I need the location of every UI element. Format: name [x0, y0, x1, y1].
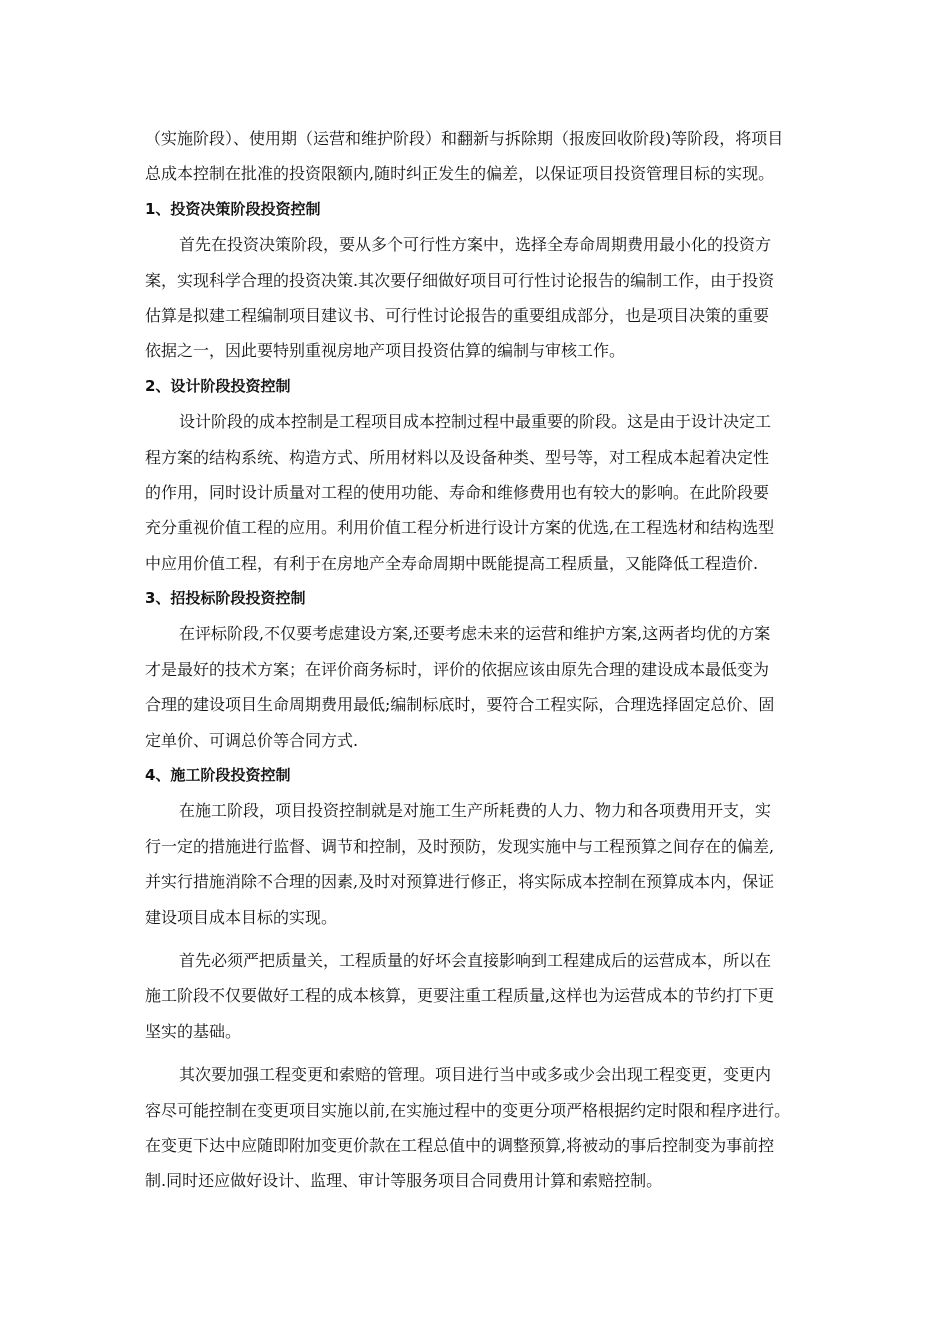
body-text-line: 总成本控制在批准的投资限额内,随时纠正发生的偏差，以保证项目投资管理目标的实现。 [145, 164, 775, 184]
body-text-line: （实施阶段）、使用期（运营和维护阶段）和翻新与拆除期（报废回收阶段)等阶段，将项目 [145, 129, 784, 148]
body-text-line: 估算是拟建工程编制项目建议书、可行性讨论报告的重要组成部分，也是项目决策的重要 [145, 305, 770, 325]
paragraph-spacer [145, 1049, 815, 1057]
body-text-line: 依据之一，因此要特别重视房地产项目投资估算的编制与审核工作。 [145, 341, 626, 361]
body-text-line: 中应用价值工程，有利于在房地产全寿命周期中既能提高工程质量，又能降低工程造价. [145, 553, 759, 573]
body-text-line: 案，实现科学合理的投资决策.其次要仔细做好项目可行性讨论报告的编制工作，由于投资 [145, 270, 775, 290]
body-text-line: 容尽可能控制在变更项目实施以前,在实施过程中的变更分项严格根据约定时限和程序进行。 [145, 1100, 791, 1120]
body-text-line: 首先必须严把质量关，工程质量的好坏会直接影响到工程建成后的运营成本，所以在 [179, 950, 772, 970]
document-body [145, 121, 815, 1199]
body-text-line: 坚实的基础。 [145, 1021, 242, 1041]
body-text-line: 充分重视价值工程的应用。利用价值工程分析进行设计方案的优选,在工程选材和结构选型 [145, 518, 775, 538]
section-heading: 4、施工阶段投资控制 [145, 766, 291, 785]
body-text-line: 定单价、可调总价等合同方式. [145, 730, 359, 750]
section-heading: 2、设计阶段投资控制 [145, 376, 291, 395]
body-text-line: 其次要加强工程变更和索赔的管理。项目进行当中或多或少会出现工程变更，变更内 [179, 1065, 772, 1085]
section-heading: 3、招投标阶段投资控制 [145, 589, 306, 608]
body-text-line: 并实行措施消除不合理的因素,及时对预算进行修正，将实际成本控制在预算成本内，保证 [145, 872, 775, 892]
body-text-line: 建设项目成本目标的实现。 [145, 907, 338, 927]
body-text-line: 设计阶段的成本控制是工程项目成本控制过程中最重要的阶段。这是由于设计决定工 [179, 412, 772, 432]
body-text-line: 在评标阶段,不仅要考虑建设方案,还要考虑未来的运营和维护方案,这两者均优的方案 [179, 624, 771, 644]
body-text-line: 程方案的结构系统、构造方式、所用材料以及设备种类、型号等，对工程成本起着决定性 [145, 447, 770, 467]
body-text-line: 行一定的措施进行监督、调节和控制，及时预防，发现实施中与工程预算之间存在的偏差, [145, 836, 775, 856]
body-text-line: 在施工阶段，项目投资控制就是对施工生产所耗费的人力、物力和各项费用开支，实 [179, 801, 772, 821]
body-text-line: 首先在投资决策阶段，要从多个可行性方案中，选择全寿命周期费用最小化的投资方 [179, 235, 772, 255]
body-text-line: 制.同时还应做好设计、监理、审计等服务项目合同费用计算和索赔控制。 [145, 1171, 663, 1191]
paragraph-spacer [145, 935, 815, 943]
section-heading: 1、投资决策阶段投资控制 [145, 199, 321, 218]
body-text-line: 施工阶段不仅要做好工程的成本核算，更要注重工程质量,这样也为运营成本的节约打下更 [145, 986, 775, 1006]
body-text-line: 的作用，同时设计质量对工程的使用功能、寿命和维修费用也有较大的影响。在此阶段要 [145, 482, 770, 502]
body-text-line: 在变更下达中应随即附加变更价款在工程总值中的调整预算,将被动的事后控制变为事前控 [145, 1135, 775, 1155]
body-text-line: 合理的建设项目生命周期费用最低;编制标底时，要符合工程实际，合理选择固定总价、固 [145, 695, 775, 715]
body-text-line: 才是最好的技术方案；在评价商务标时，评价的依据应该由原先合理的建设成本最低变为 [145, 659, 770, 679]
